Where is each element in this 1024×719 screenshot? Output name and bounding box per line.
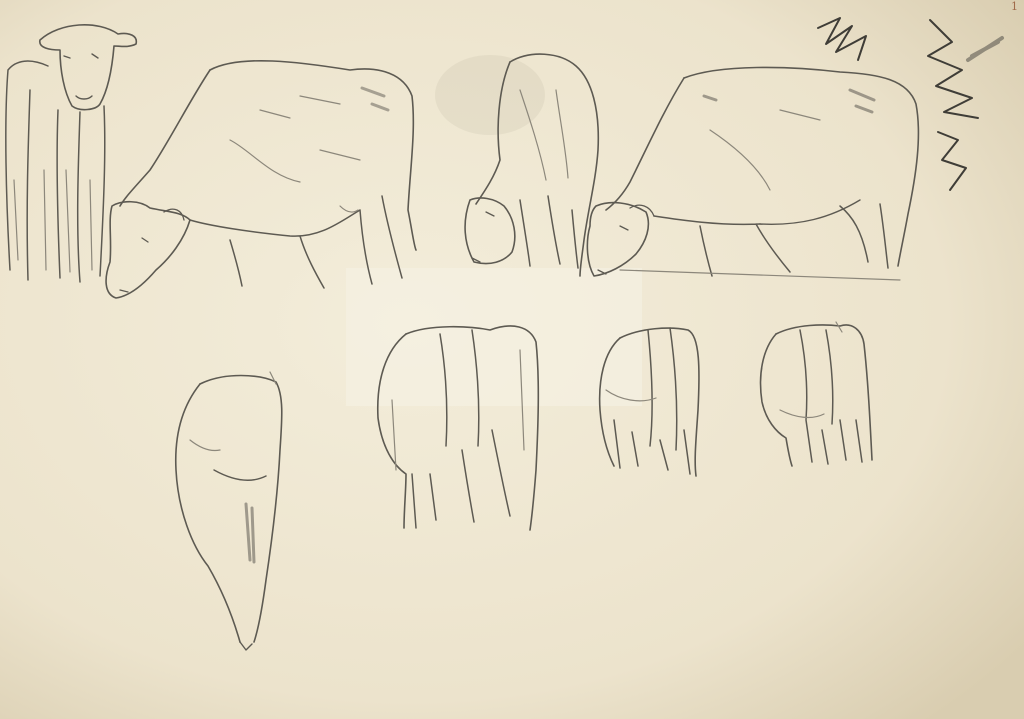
paper-stain xyxy=(435,55,545,135)
paper-light-patch xyxy=(346,268,642,406)
corner-mark-number: 1 xyxy=(1011,0,1018,13)
